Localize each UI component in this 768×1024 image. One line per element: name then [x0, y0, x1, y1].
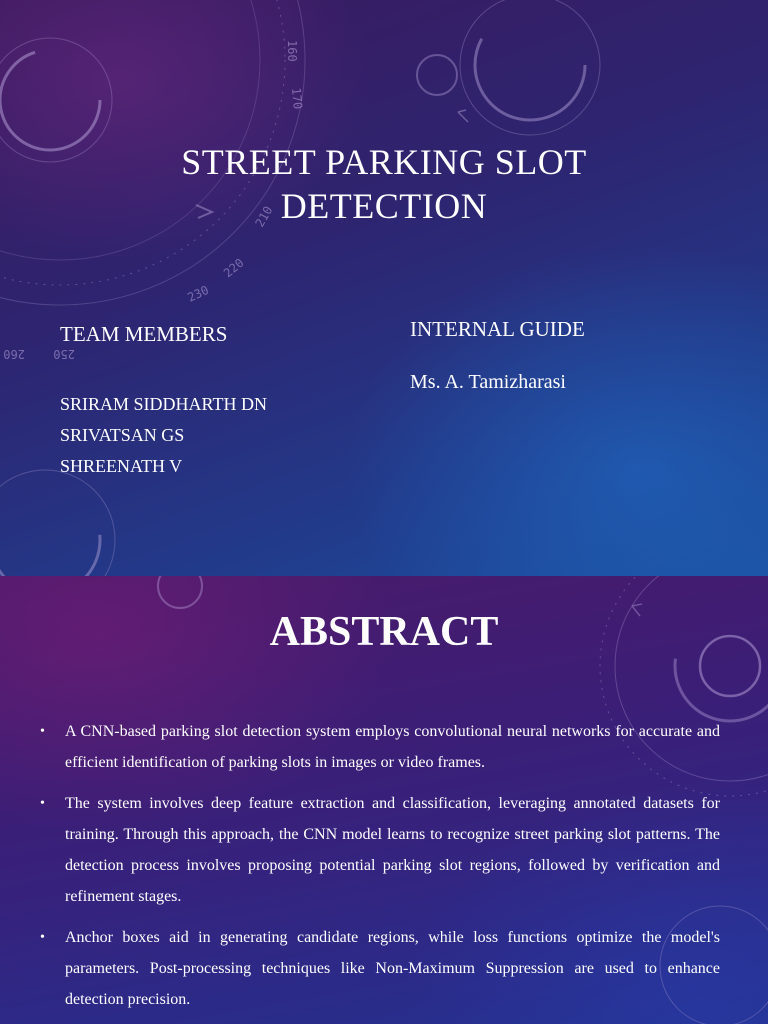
list-item: [40, 788, 720, 912]
team-member: SHREENATH V: [60, 456, 183, 476]
bullet-text: Anchor boxes aid in generating candidate regions, while loss functions optimize the model's parameters. Post-processing techniques like Non-Maximum Suppression are used to enhance detection precision.: [65, 929, 720, 1008]
bullet-icon: •: [40, 724, 45, 739]
dial-number: 170: [289, 87, 305, 110]
internal-guide-name: Ms. A. Tamizharasi: [410, 371, 566, 393]
dial-number: 230: [185, 282, 211, 305]
team-members-heading: TEAM MEMBERS: [60, 322, 228, 346]
abstract-slide: [0, 576, 768, 1024]
internal-guide-heading: INTERNAL GUIDE: [410, 317, 585, 341]
dial-number: 160: [285, 40, 299, 62]
abstract-title: ABSTRACT: [269, 609, 499, 655]
dial-number: 260: [3, 347, 25, 361]
bullet-text: The system involves deep feature extraction and classification, leveraging annotated datasets for training. Through this approach, the CNN model learns to recognize street parking slot patterns. The detection process involves proposing potential parking slot regions, followed by verification and refinement stages.: [65, 795, 720, 905]
bullet-text: A CNN-based parking slot detection system employs convolutional neural networks for accurate and efficient identification of parking slots in images or video frames.: [65, 723, 720, 771]
abstract-bullet-list: [40, 716, 720, 1024]
bullet-icon: •: [40, 796, 45, 811]
bullet-icon: •: [40, 930, 45, 945]
dial-number: 220: [220, 255, 247, 281]
dial-number: 210: [252, 203, 276, 230]
list-item: [40, 716, 720, 778]
slide-title: STREET PARKING SLOT DETECTION: [181, 142, 587, 226]
dial-number: 250: [53, 347, 75, 361]
team-member: SRIVATSAN GS: [60, 425, 185, 445]
list-item: [40, 922, 720, 1015]
team-member: SRIRAM SIDDHARTH DN: [60, 394, 267, 414]
